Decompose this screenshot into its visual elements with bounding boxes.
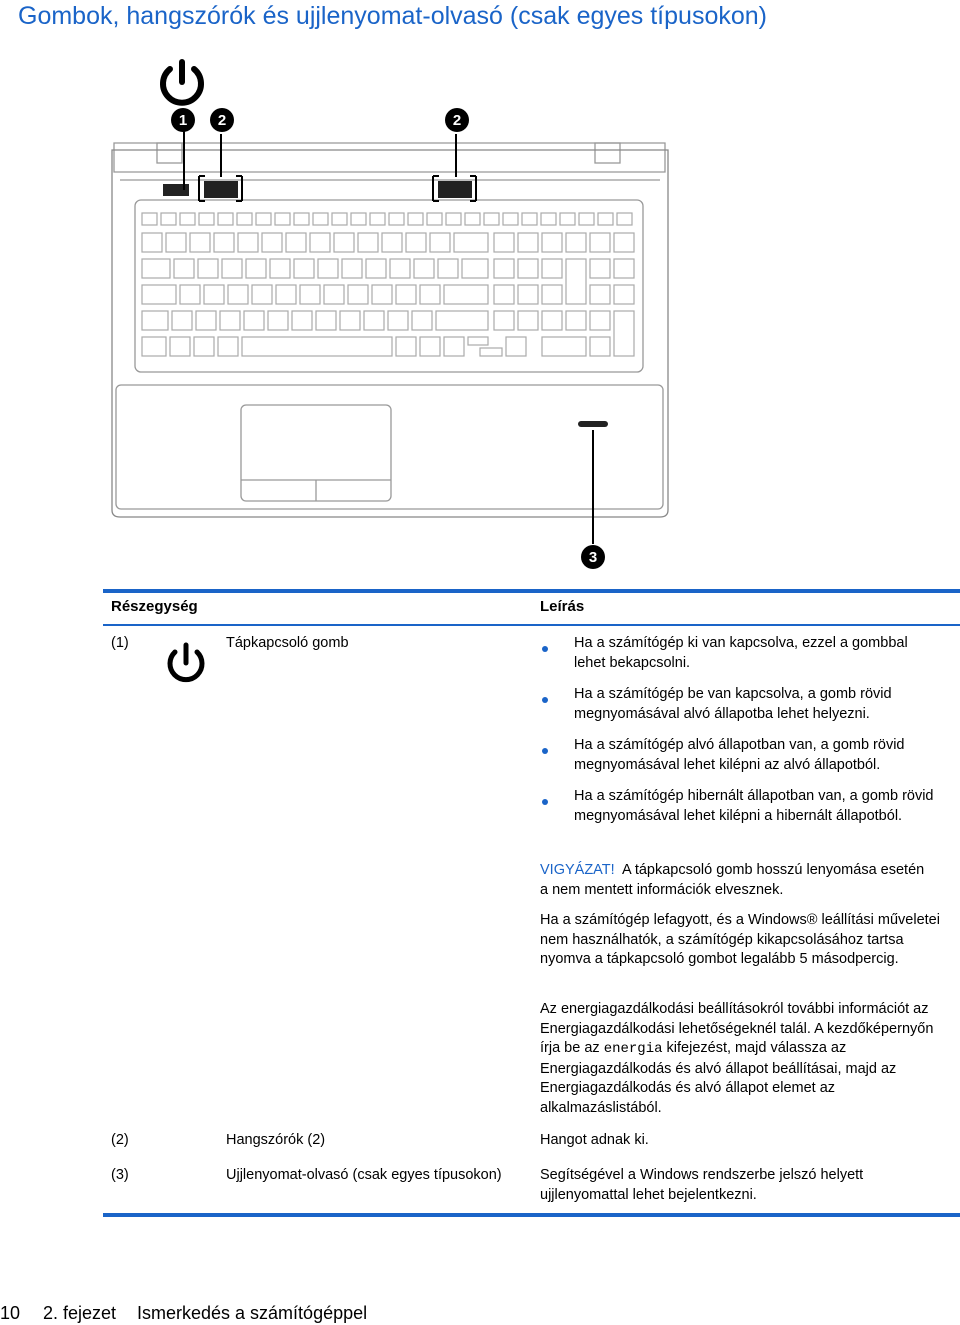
power-icon [163, 641, 209, 687]
column-header-description: Leírás [540, 598, 585, 615]
svg-text:2: 2 [217, 112, 227, 129]
bullet-icon [542, 697, 548, 703]
svg-text:3: 3 [588, 549, 598, 566]
component-name: Hangszórók (2) [226, 1132, 326, 1148]
page-number: 10 [0, 1303, 21, 1323]
bullet-icon [542, 799, 548, 805]
row-number: (2) [111, 1132, 129, 1148]
svg-text:2: 2 [452, 112, 462, 129]
component-name: Ujjlenyomat-olvasó (csak egyes típusokon) [226, 1167, 502, 1183]
caution-label: VIGYÁZAT! [540, 862, 615, 878]
description-paragraph: Hangot adnak ki. [540, 1132, 649, 1148]
caution-text: A tápkapcsoló gomb hosszú lenyomása esetén a nem mentett információk elvesznek. [540, 862, 925, 898]
row-number: (1) [111, 635, 129, 651]
svg-text:1: 1 [178, 112, 188, 129]
power-icon [163, 62, 201, 103]
component-name: Tápkapcsoló gomb [226, 635, 349, 651]
ui-path-text: Energiagazdálkodás és alvó állapot beállításai [540, 1060, 838, 1077]
chapter-label: 2. fejezet [43, 1303, 117, 1323]
description-bullet: Ha a számítógép be van kapcsolva, a gomb rövid megnyomásával alvó állapotba lehet helyezni. [574, 686, 892, 722]
table-bottom-rule [103, 1213, 960, 1217]
description-bullet: Ha a számítógép ki van kapcsolva, ezzel a gombbal lehet bekapcsolni. [574, 635, 908, 671]
column-header-component: Részegység [111, 598, 198, 615]
page-title: Gombok, hangszórók és ujjlenyomat-olvasó (csak egyes típusokon) [18, 2, 767, 30]
bullet-icon [542, 646, 548, 652]
caution-note [540, 861, 930, 900]
table-top-rule [103, 589, 960, 593]
bullet-icon [542, 748, 548, 754]
chapter-title: Ismerkedés a számítógéppel [137, 1303, 368, 1323]
code-text: energia [603, 1041, 663, 1057]
row-number: (3) [111, 1167, 129, 1183]
header-rule [103, 624, 960, 626]
ui-path-text: Energiagazdálkodás és alvó állapot [540, 1080, 769, 1096]
laptop-keyboard-illustration [100, 50, 680, 590]
description-bullet: Ha a számítógép hibernált állapotban van, a gomb rövid megnyomásával lehet kilépni a hibernált állapotból. [574, 788, 934, 824]
description-bullet: Ha a számítógép alvó állapotban van, a gomb rövid megnyomásával lehet kilépni az alvó állapotból. [574, 737, 905, 773]
keyboard-keys [142, 213, 634, 356]
description-paragraph: Az energiagazdálkodási beállításokról további információt az Energiagazdálkodási lehetőségeknél talál. A kezdőképernyőn írja be az energia kifejezést, majd válassza az Energiagazdálkodás és alvó állapot beállításai, majd az Energiagazdálkodás és alvó állapot elemet az alkalmazáslistából. [540, 1001, 934, 1116]
description-paragraph: Segítségével a Windows rendszerbe jelszó helyett ujjlenyomattal lehet bejelentkezni. [540, 1167, 864, 1203]
description-paragraph: Ha a számítógép lefagyott, és a Windows® leállítási műveletei nem használhatók, a számítógép kikapcsolásához tartsa nyomva a tápkapcsoló gombot legalább 5 másodpercig. [540, 912, 940, 967]
page-footer [0, 1303, 367, 1324]
